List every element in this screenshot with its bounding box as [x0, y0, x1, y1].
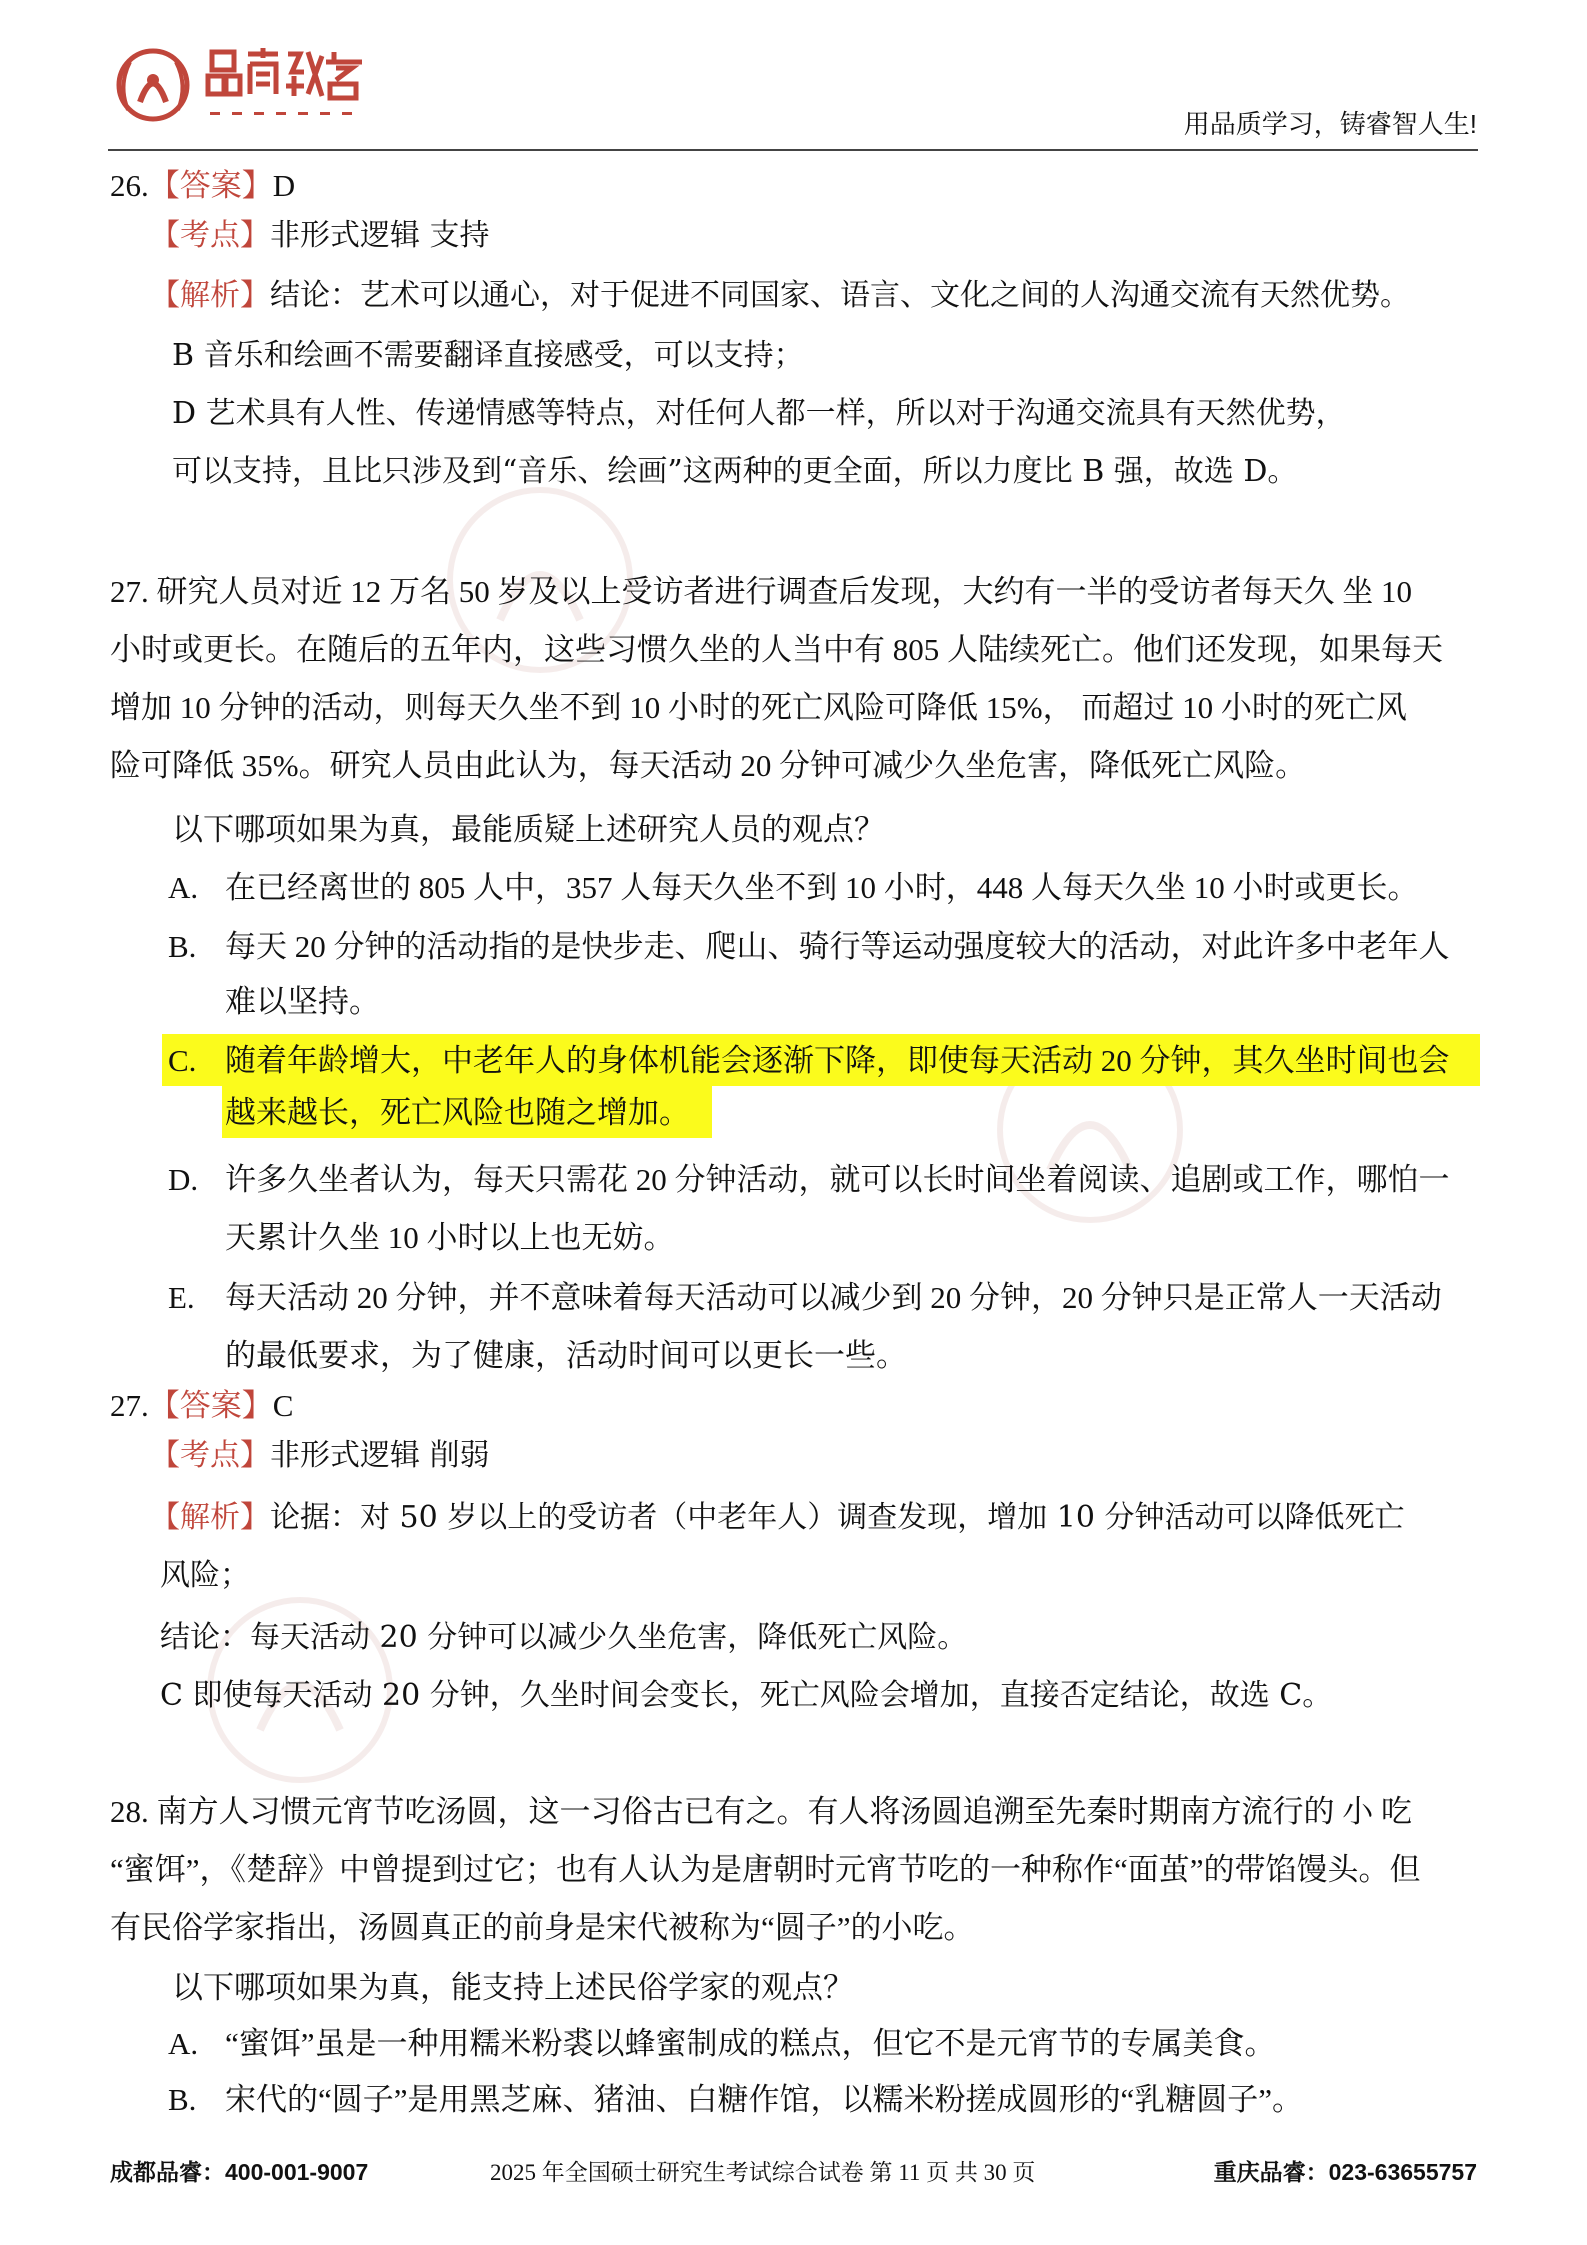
q27-stem-line-4: 险可降低 35%。研究人员由此认为，每天活动 20 分钟可减少久坐危害，降低死亡风险。 — [110, 748, 1307, 783]
q27-option-d-text-2: 天累计久坐 10 小时以上也无妨。 — [225, 1220, 675, 1255]
q26-point: 非形式逻辑 支持 — [270, 218, 490, 253]
q27-question: 以下哪项如果为真，最能质疑上述研究人员的观点？ — [172, 812, 885, 847]
q26-analysis-1: 结论：艺术可以通心，对于促进不同国家、语言、文化之间的人沟通交流有天然优势。 — [270, 278, 1410, 313]
footer-page-info: 2025 年全国硕士研究生考试综合试卷 第 11 页 共 30 页 — [490, 2160, 1036, 2185]
q26-analysis-line-4: 可以支持，且比只涉及到“音乐、绘画”这两种的更全面，所以力度比 B 强，故选 D。 — [172, 454, 1298, 489]
q27-option-b-text-2: 难以坚持。 — [225, 984, 380, 1019]
q28-option-a-text: “蜜饵”虽是一种用糯米粉裘以蜂蜜制成的糕点，但它不是元宵节的专属美食。 — [225, 2026, 1276, 2061]
analysis-tag: 【解析】 — [150, 278, 270, 313]
q27-option-a-letter: A. — [168, 870, 199, 905]
q27-option-e-text-1: 每天活动 20 分钟，并不意味着每天活动可以减少到 20 分钟，20 分钟只是正常人一天活动 — [225, 1280, 1442, 1315]
q27-analysis-line-2: 风险； — [160, 1558, 250, 1593]
analysis-tag: 【解析】 — [150, 1500, 270, 1535]
q26-answer-line — [110, 164, 295, 208]
q27-answer: C — [272, 1388, 294, 1423]
q26-answer: D — [272, 168, 296, 203]
q26-number: 26. — [110, 168, 149, 203]
q27-analysis-line-4: C 即使每天活动 20 分钟，久坐时间会变长，死亡风险会增加，直接否定结论，故选 C。 — [160, 1678, 1333, 1713]
q28-number: 28. — [110, 1794, 149, 1829]
header-divider — [108, 149, 1478, 151]
q28-stem-line-2: “蜜饵”，《楚辞》中曾提到过它；也有人认为是唐朝时元宵节吃的一种称作“面茧”的带馅馒头。但 — [110, 1852, 1421, 1887]
header-slogan: 用品质学习，铸睿智人生! — [1183, 109, 1477, 139]
point-tag: 【考点】 — [150, 1438, 270, 1473]
q28-stem-1: 南方人习惯元宵节吃汤圆，这一习俗古已有之。有人将汤圆追溯至先秦时期南方流行的 小 吃 — [156, 1794, 1412, 1829]
q27-analysis-line-3: 结论：每天活动 20 分钟可以减少久坐危害，降低死亡风险。 — [160, 1620, 968, 1655]
q27-number: 27. — [110, 574, 149, 609]
footer-chengdu-phone: 成都品睿：400-001-9007 — [110, 2159, 369, 2185]
q28-stem-line-3: 有民俗学家指出，汤圆真正的前身是宋代被称为“圆子”的小吃。 — [110, 1910, 975, 1945]
q27-option-c-letter: C. — [168, 1043, 197, 1078]
q27-option-d-text-1: 许多久坐者认为，每天只需花 20 分钟活动，就可以长时间坐着阅读、追剧或工作，哪怕一 — [225, 1162, 1450, 1197]
q28-option-b-text: 宋代的“圆子”是用黑芝麻、猪油、白糖作馆，以糯米粉搓成圆形的“乳糖圆子”。 — [225, 2082, 1304, 2117]
logo-wordmark — [204, 46, 369, 126]
q26-point-line — [150, 214, 490, 258]
q26-analysis-line-3: D 艺术具有人性、传递情感等特点，对任何人都一样，所以对于沟通交流具有天然优势， — [172, 396, 1346, 431]
q27-option-d-letter: D. — [168, 1162, 199, 1197]
q27-option-e-letter: E. — [168, 1280, 195, 1315]
q27-stem-1: 研究人员对近 12 万名 50 岁及以上受访者进行调查后发现，大约有一半的受访者每天久 坐 10 — [156, 574, 1412, 609]
footer-chongqing-phone: 重庆品睿：023-63655757 — [1213, 2159, 1477, 2185]
q27-answer-line — [110, 1384, 293, 1428]
q27-option-b-letter: B. — [168, 929, 197, 964]
q28-question: 以下哪项如果为真，能支持上述民俗学家的观点？ — [172, 1970, 854, 2005]
q28-option-b-letter: B. — [168, 2082, 197, 2117]
point-tag: 【考点】 — [150, 218, 270, 253]
q27-stem-line-1 — [110, 570, 1412, 614]
answer-tag: 【答案】 — [148, 1388, 273, 1423]
answer-tag: 【答案】 — [148, 168, 273, 203]
q27-analysis-1: 论据：对 50 岁以上的受访者（中老年人）调查发现，增加 10 分钟活动可以降低死亡 — [270, 1500, 1405, 1535]
q28-stem-line-1 — [110, 1790, 1412, 1834]
q27-answer-number: 27. — [110, 1388, 149, 1423]
logo-emblem-icon — [108, 40, 198, 130]
q27-option-a-text: 在已经离世的 805 人中，357 人每天久坐不到 10 小时，448 人每天久坐 10 小时或更长。 — [225, 870, 1419, 905]
q27-option-c-text-2: 越来越长，死亡风险也随之增加。 — [225, 1095, 690, 1130]
q27-option-b-text-1: 每天 20 分钟的活动指的是快步走、爬山、骑行等运动强度较大的活动，对此许多中老年人 — [225, 929, 1450, 964]
q26-analysis-line-1 — [150, 274, 1410, 318]
q27-option-c-text-1: 随着年龄增大，中老年人的身体机能会逐渐下降，即使每天活动 20 分钟，其久坐时间也会 — [225, 1043, 1450, 1078]
brand-logo — [108, 40, 368, 132]
q27-stem-line-2: 小时或更长。在随后的五年内，这些习惯久坐的人当中有 805 人陆续死亡。他们还发现，如果每天 — [110, 632, 1443, 667]
q27-analysis-line-1 — [150, 1496, 1405, 1540]
q27-point-line — [150, 1434, 490, 1478]
q28-option-a-letter: A. — [168, 2026, 199, 2061]
q26-analysis-line-2: B 音乐和绘画不需要翻译直接感受，可以支持； — [172, 338, 804, 373]
q27-point: 非形式逻辑 削弱 — [270, 1438, 490, 1473]
q27-stem-line-3: 增加 10 分钟的活动，则每天久坐不到 10 小时的死亡风险可降低 15%， 而超过 10 小时的死亡风 — [110, 690, 1407, 725]
q27-option-e-text-2: 的最低要求，为了健康，活动时间可以更长一些。 — [225, 1338, 907, 1373]
